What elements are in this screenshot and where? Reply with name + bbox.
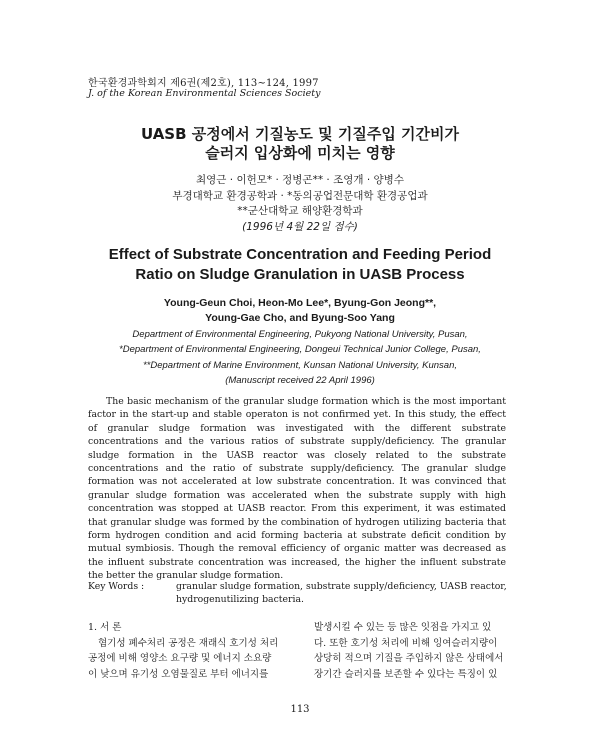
title-english-line-2: Ratio on Sludge Granulation in UASB Process <box>135 266 465 283</box>
abstract: The basic mechanism of the granular sludge formation which is the most important factor in the start-up and stable operaton is not confirmed yet. In this study, the effect of granular sludge formation was investigated with the different substrate concentrations and the various ratios of substrate supply/deficiency. The granular sludge formation in the UASB reactor was closely related to the substrate concentrations and the ratio of substrate supply/deficiency. The granular sludge formation was not accelerated at low substrate concentration. It was convinced that granular sludge formation was accelerated when the substrate supply with high concentration was stopped at UASB reactor. From this experiment, it was estimated that granular sludge was formed by the combination of hydrogen utilizing bacteria that form hydrogen condition and acid forming bacteria at substrate deficit condition by mutual symbiosis. Though the removal efficiency of organic matter was decreased as the influent substrate concentration was increased, the higher the influent substrate the better the granular sludge formation. <box>88 396 506 582</box>
body-right-line-4: 장기간 슬러지를 보존할 수 있다는 특징이 있 <box>314 668 498 680</box>
authors-english-line-1: Young-Geun Choi, Heon-Mo Lee*, Byung-Gon Jeong**, <box>163 297 437 309</box>
keywords-label: Key Words : <box>88 581 145 592</box>
authors-korean-names: 최영근 · 이헌모* · 정병곤** · 조영개 · 양병수 <box>196 174 404 186</box>
body-right-line-1: 발생시킬 수 있는 등 많은 잇점을 가지고 있 <box>314 622 492 633</box>
authors-korean-affiliation-2: **군산대학교 해양환경학과 <box>237 205 363 217</box>
section-heading-introduction: 1. 서 론 <box>88 622 122 633</box>
body-right-line-3: 상당히 적으며 기질을 주입하지 않은 상태에서 <box>314 653 504 664</box>
title-english <box>0 245 600 285</box>
body-left-line-1: 혐기성 폐수처리 공정은 재래식 호기성 처리 <box>98 637 279 649</box>
manuscript-received-date: (Manuscript received 22 April 1996) <box>225 375 375 387</box>
body-right-line-2: 다. 또한 호기성 처리에 비해 잉여슬러지량이 <box>314 637 498 649</box>
title-korean-line-1: UASB 공정에서 기질농도 및 기질주입 기간비가 <box>140 125 459 143</box>
title-korean <box>0 125 600 163</box>
body-column-left <box>88 620 293 682</box>
page-number: 113 <box>290 704 310 715</box>
body-left-line-3: 이 낮으며 유기성 오염물질로 부터 에너지를 <box>88 668 269 680</box>
keywords-text: granular sludge formation, substrate supply/deficiency, UASB reactor, hydrogenutilizing bacteria. <box>176 581 507 606</box>
affiliation-english-3: **Department of Marine Environment, Kunsan National University, Kunsan, <box>142 359 457 371</box>
authors-english <box>0 296 600 326</box>
authors-english-line-2: Young-Gae Cho, and Byung-Soo Yang <box>205 312 395 324</box>
title-english-line-1: Effect of Substrate Concentration and Feeding Period <box>108 246 492 263</box>
body-column-right <box>314 620 519 682</box>
title-korean-line-2: 슬러지 입상화에 미치는 영향 <box>205 144 395 162</box>
journal-citation-english: J. of the Korean Environmental Sciences Society <box>88 88 321 99</box>
affiliations-english <box>0 327 600 389</box>
body-left-line-2: 공정에 비해 영양소 요구량 및 에너지 소요량 <box>88 653 272 664</box>
received-date-korean: (1996년 4월 22일 접수) <box>242 220 358 233</box>
affiliation-english-1: Department of Environmental Engineering, Pukyong National University, Pusan, <box>132 329 468 340</box>
authors-korean <box>0 173 600 235</box>
journal-citation-korean: 한국환경과학회지 제6권(제2호), 113∼124, 1997 <box>88 78 319 89</box>
affiliation-english-2: *Department of Environmental Engineering, Dongeui Technical Junior College, Pusan, <box>119 344 481 356</box>
authors-korean-affiliation-1: 부경대학교 환경공학과 · *동의공업전문대학 환경공업과 <box>172 189 428 202</box>
